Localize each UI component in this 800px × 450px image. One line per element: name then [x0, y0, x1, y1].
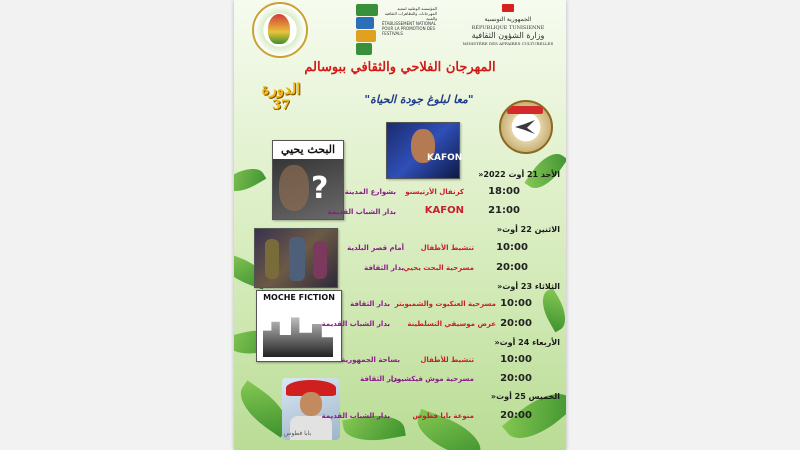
festival-title: المهرجان الفلاحي والثقافي ببوسالم: [304, 60, 496, 75]
festival-poster: [234, 0, 566, 450]
fattous-label: بابا فطوس: [284, 430, 312, 437]
festival-slogan: "معا لبلوغ جودة الحياة": [364, 93, 474, 106]
event-title: عرض موسيقي التسلطينة: [407, 320, 496, 328]
establishment-name: [382, 6, 437, 36]
association-logo: [252, 2, 308, 58]
session-label: الدورة: [261, 80, 301, 98]
day-heading: »الأحد 21 أوت 2022: [478, 170, 560, 179]
event-title: مسرحية موش فيكشيون: [390, 375, 474, 383]
leaf-decoration: [234, 161, 266, 198]
question-mark-icon: ?: [311, 171, 329, 206]
kafon-photo-label: KAFON: [427, 153, 463, 163]
event-title: كرنفال الأرتيسنو: [405, 188, 464, 196]
day-heading: »الثلاثاء 23 أوت: [497, 282, 560, 291]
moche-fiction-title: MOCHE FICTION: [263, 293, 335, 302]
event-title: تنشيط للأطفال: [420, 356, 474, 364]
event-place: بدار الثقافة: [350, 300, 390, 308]
event-title: مسرحية البحث يحيي: [403, 264, 474, 272]
event-title: مسرحية العنكبوت والشمبوبتر: [394, 300, 496, 308]
boussalem-emblem: [499, 100, 553, 154]
event-time: 20:00: [500, 318, 532, 329]
event-time: 20:00: [500, 410, 532, 421]
event-time: 20:00: [500, 373, 532, 384]
day-heading: »الاثنين 22 أوت: [496, 225, 560, 234]
leaf-decoration: [535, 288, 566, 333]
ministry-name-ar: وزارة الشؤون الثقافية: [471, 31, 545, 40]
establishment-name-ar: المؤسسة الوطنية لتنمية المهرجانات والتظاهرات الثقافية والفنية: [384, 6, 437, 21]
event-time: 10:00: [500, 298, 532, 309]
tunisia-flag-icon: [502, 4, 514, 12]
event-place: بدار الشباب القديمة: [321, 412, 390, 420]
event-place: بشوارع المدينة: [344, 188, 396, 196]
session-number: 37: [271, 98, 291, 113]
republic-name-ar: الجمهورية التونسية: [484, 16, 532, 23]
day-heading: »الأربعاء 24 أوت: [494, 338, 560, 347]
ministry-name-fr: MINISTÈRE DES AFFAIRES CULTURELLES: [462, 41, 554, 46]
day-heading: »الخميس 25 أوت: [490, 392, 560, 401]
event-place: بساحة الجمهورية: [341, 356, 400, 364]
establishment-name-fr: ÉTABLISSEMENT NATIONAL POUR LA PROMOTION DES FESTIVALS: [382, 21, 436, 36]
event-time: 10:00: [496, 242, 528, 253]
event-place: بدار الشباب القديمة: [327, 208, 396, 216]
republic-name-fr: RÉPUBLIQUE TUNISIENNE: [471, 25, 545, 31]
bahth-poster-title: البحث يحيي: [273, 141, 343, 159]
event-place: بدار الثقافة: [360, 375, 400, 383]
event-time: 21:00: [488, 205, 520, 216]
event-place: بدار الشباب القديمة: [321, 320, 390, 328]
session-badge: [256, 80, 306, 113]
ministry-block: [456, 4, 560, 48]
swallow-icon: [515, 120, 535, 134]
event-title: تنشيط الأطفال: [420, 244, 474, 252]
baba-fattous-photo: [282, 378, 340, 440]
event-time: 10:00: [500, 354, 532, 365]
event-title: KAFON: [424, 205, 464, 216]
event-place: بدار الثقافة: [364, 264, 404, 272]
event-title: منوعة بابا فطوس: [412, 412, 474, 420]
event-time: 20:00: [496, 262, 528, 273]
event-place: أمام قصر البلدية: [347, 244, 404, 252]
festivals-establishment-logo: [356, 4, 378, 56]
event-time: 18:00: [488, 186, 520, 197]
theatre-photo: [254, 228, 338, 288]
